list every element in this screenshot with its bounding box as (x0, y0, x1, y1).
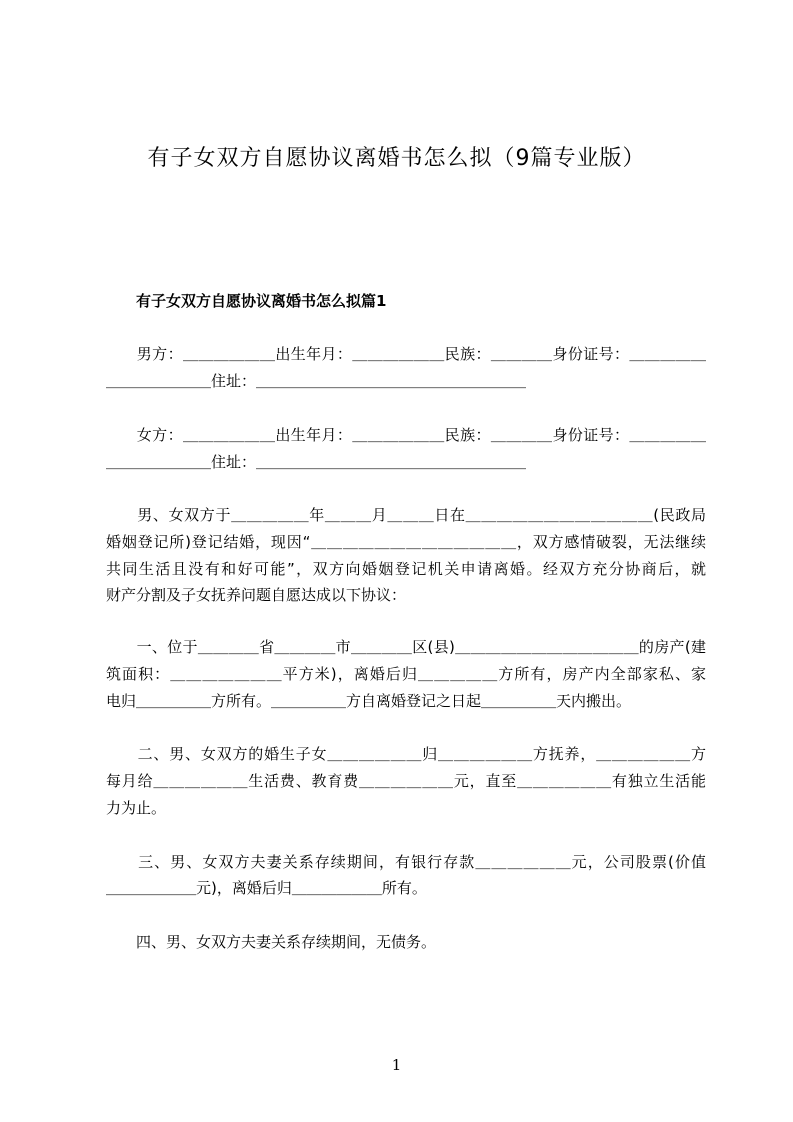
page-number: 1 (391, 1056, 402, 1074)
body-line: 四、男、女双方夫妻关系存续期间，无债务。 (106, 933, 437, 951)
body-line: 力为止。 (106, 799, 167, 817)
body-line: 筑面积：＿＿＿＿＿＿＿平方米)，离婚后归＿＿＿＿＿方所有，房产内全部家私、家 (106, 665, 706, 683)
body-line: 三、男、女双方夫妻关系存续期间，有银行存款＿＿＿＿＿＿元，公司股票(价值 (106, 853, 706, 871)
body-line: 男方：＿＿＿＿＿＿出生年月：＿＿＿＿＿＿民族：＿＿＿＿身份证号：＿＿＿＿＿ (106, 345, 706, 363)
section-heading: 有子女双方自愿协议离婚书怎么拟篇1 (136, 292, 387, 310)
body-line: ＿＿＿＿＿＿＿住址：＿＿＿＿＿＿＿＿＿＿＿＿＿＿＿＿＿＿ (106, 372, 527, 390)
body-line: 男、女双方于＿＿＿＿＿年＿＿＿月＿＿＿日在＿＿＿＿＿＿＿＿＿＿＿＿(民政局 (106, 506, 706, 524)
body-line: 女方：＿＿＿＿＿＿出生年月：＿＿＿＿＿＿民族：＿＿＿＿身份证号：＿＿＿＿＿ (106, 426, 706, 444)
body-line: ＿＿＿＿＿＿元)，离婚后归＿＿＿＿＿＿所有。 (106, 879, 427, 897)
body-line: 一、位于＿＿＿＿省＿＿＿＿市＿＿＿＿区(县)＿＿＿＿＿＿＿＿＿＿＿＿的房产(建 (106, 638, 706, 656)
body-line: ＿＿＿＿＿＿＿住址：＿＿＿＿＿＿＿＿＿＿＿＿＿＿＿＿＿＿ (106, 453, 527, 471)
body-line: 每月给＿＿＿＿＿＿生活费、教育费＿＿＿＿＿＿元，直至＿＿＿＿＿＿有独立生活能 (106, 772, 706, 790)
body-line: 共同生活且没有和好可能”，双方向婚姻登记机关申请离婚。经双方充分协商后，就 (106, 560, 706, 578)
body-line: 婚姻登记所)登记结婚，现因“＿＿＿＿＿＿＿＿＿＿＿＿＿，双方感情破裂，无法继续 (106, 533, 706, 551)
body-line: 二、男、女双方的婚生子女＿＿＿＿＿＿归＿＿＿＿＿＿方抚养，＿＿＿＿＿＿方 (106, 745, 706, 763)
body-line: 财产分割及子女抚养问题自愿达成以下协议： (106, 586, 407, 604)
body-line: 电归＿＿＿＿＿方所有。＿＿＿＿＿方自离婚登记之日起＿＿＿＿＿天内搬出。 (106, 692, 632, 710)
document-title: 有子女双方自愿协议离婚书怎么拟（9篇专业版） (147, 146, 646, 171)
